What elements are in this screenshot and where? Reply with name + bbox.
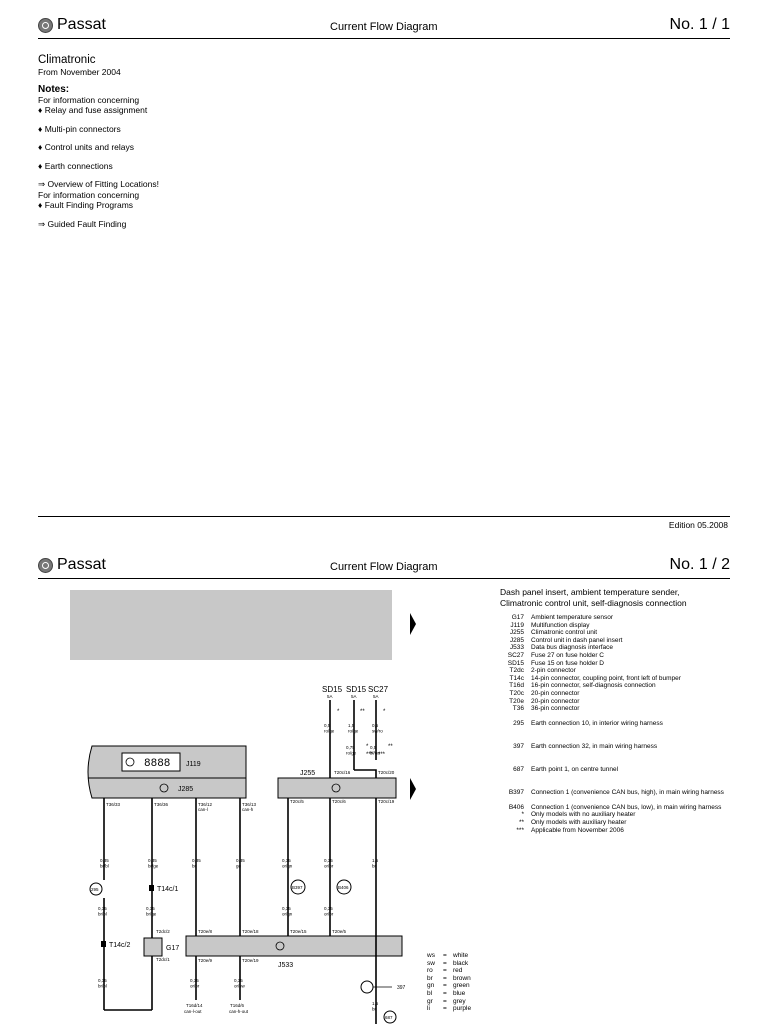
j533-label: J533: [278, 962, 294, 969]
color-code: ro: [427, 967, 433, 975]
pin-label: T20e/18: [242, 929, 259, 934]
pin-label: T20c/16: [334, 770, 351, 775]
wire-label: br/bl: [100, 863, 109, 869]
legend-value: Data bus diagnosis interface: [531, 644, 614, 652]
color-code: bl: [427, 989, 433, 997]
wire-label: 0,35: [282, 858, 291, 863]
wire-label: br/bl: [98, 911, 107, 917]
j119-label: J119: [186, 761, 201, 768]
footnote-marker: ***: [366, 752, 374, 758]
wire-label: br: [372, 1006, 377, 1012]
wire-label: 0,75: [346, 745, 355, 750]
earth-label: 687: [385, 1015, 393, 1020]
wire-label: 0,35: [100, 858, 109, 863]
g17-label: G17: [166, 945, 180, 952]
fuse-label: SD15: [322, 685, 343, 694]
color-name: blue: [453, 989, 466, 997]
wire-label: 1,5: [372, 858, 379, 863]
connector-label: T16d/14: [186, 1003, 203, 1008]
pin-label: T20e/5: [332, 929, 347, 934]
note-line: ♦ Multi-pin connectors: [38, 123, 121, 134]
wire-label: or/br: [324, 911, 334, 917]
legend-key: T20c: [509, 689, 524, 697]
color-equals: =: [443, 974, 447, 982]
legend-value: 36-pin connector: [531, 705, 580, 713]
legend-value: Only models with no auxiliary heater: [531, 811, 636, 819]
legend-value: Connection 1 (convenience CAN bus, high), in main wiring harness: [531, 788, 724, 796]
legend-title-line: Dash panel insert, ambient temperature sender,: [500, 587, 680, 597]
wire-label: 0,35: [98, 978, 107, 983]
legend-value: Earth connection 10, in interior wiring harness: [531, 720, 663, 728]
pin-label: T20c/20: [378, 770, 395, 775]
color-name: white: [453, 952, 469, 959]
note-line: ⇒ Guided Fault Finding: [38, 218, 127, 229]
color-equals: =: [443, 959, 447, 967]
legend-key: J119: [510, 621, 524, 629]
color-name: black: [453, 959, 469, 967]
legend-key: T2dc: [509, 667, 524, 675]
header-title: Current Flow Diagram: [330, 21, 438, 33]
j533-panel: [186, 936, 402, 956]
note-line: ⇒ Overview of Fitting Locations!: [38, 179, 159, 189]
legend-value: Connection 1 (convenience CAN bus, low), in main wiring harness: [531, 803, 722, 811]
display-digits: 8888: [144, 758, 171, 770]
legend-value: Ambient temperature sensor: [531, 614, 614, 621]
wire-label: br: [192, 863, 197, 869]
legend-key: SC27: [507, 651, 524, 659]
g17-pin: T2dc/1: [156, 957, 170, 962]
legend-key: J285: [509, 636, 524, 644]
legend-value: Earth connection 32, in main wiring harness: [531, 743, 658, 751]
legend-value: Applicable from November 2006: [531, 826, 624, 834]
wire-label: sw/ro: [372, 728, 383, 734]
pin-label: T20e/9: [198, 958, 213, 963]
legend-key: T20e: [509, 697, 524, 705]
wire-label: or/gn: [282, 911, 293, 917]
footnote-marker: **: [360, 709, 365, 715]
footnote-marker: *: [383, 709, 386, 715]
legend-title-line: Climatronic control unit, self-diagnosis connection: [500, 598, 687, 608]
pin-label: T20e/8: [198, 929, 213, 934]
wire-label: 0,35: [282, 906, 291, 911]
legend-value: 14-pin connector, coupling point, front left of bumper: [531, 674, 681, 682]
j255-panel: [278, 778, 396, 798]
wire-label: 0,5: [324, 723, 331, 728]
edition: Edition 05.2008: [668, 520, 728, 530]
legend-value: 20-pin connector: [531, 689, 580, 697]
legend-key: 295: [513, 720, 524, 728]
notes-label: Notes:: [38, 83, 70, 95]
legend-value: 2-pin connector: [531, 667, 576, 675]
wire-label: br/ge: [146, 911, 157, 917]
color-equals: =: [443, 997, 447, 1005]
connector-label: T16d/6: [230, 1003, 245, 1008]
legend-key: B397: [508, 788, 524, 796]
legend-key: J255: [509, 629, 524, 637]
color-name: grey: [453, 997, 466, 1005]
footnote-marker: **: [388, 744, 393, 750]
wire-label: ge: [236, 863, 242, 869]
color-code: gn: [427, 982, 435, 990]
color-name: brown: [453, 974, 471, 982]
note-line: ♦ Control units and relays: [38, 142, 134, 152]
legend-value: Climatronic control unit: [531, 629, 598, 637]
wire-label: 0,35: [98, 906, 107, 911]
legend-value: Fuse 15 on fuse holder D: [531, 659, 604, 667]
wire-label: or/br: [324, 863, 334, 869]
color-equals: =: [443, 1005, 447, 1013]
j255-label: J255: [300, 770, 316, 777]
note-line: ♦ Earth connections: [38, 160, 113, 171]
note-line: For information concerning: [38, 94, 140, 105]
earth-label: 295: [91, 887, 99, 892]
earth-397: [361, 981, 373, 993]
legend-key: 687: [513, 765, 524, 773]
pin-label: T36/13: [242, 802, 257, 807]
color-equals: =: [443, 989, 447, 997]
color-equals: =: [443, 982, 447, 990]
note-line: ♦ Relay and fuse assignment: [38, 105, 148, 115]
pin-label: T20c/19: [378, 799, 395, 804]
connector-sub-label: can-l-out: [184, 1009, 202, 1014]
wire-label: bl/ws: [370, 750, 381, 756]
color-name: purple: [453, 1005, 472, 1013]
wire-label: 0,35: [192, 858, 201, 863]
legend-key: T16d: [509, 682, 524, 690]
wire-label: 0,5: [370, 745, 377, 750]
g17-pin: T2dc/2: [156, 929, 170, 934]
wire-label: 0,35: [148, 858, 157, 863]
connection-label: B406: [338, 885, 349, 890]
note-line: For information concerning: [38, 189, 140, 200]
t14c2-label: T14c/2: [109, 942, 131, 949]
color-name: red: [453, 967, 463, 975]
color-name: green: [453, 982, 470, 990]
color-code: gr: [427, 997, 433, 1005]
pin-label: T20e/15: [290, 929, 307, 934]
footnote-marker: *: [366, 744, 369, 750]
legend-key: SD15: [507, 659, 524, 667]
wire-label: 0,35: [236, 858, 245, 863]
pin-label: T20c/5: [290, 799, 304, 804]
connector-sub-label: can-h-out: [229, 1009, 249, 1014]
pin-label: T36/36: [154, 802, 169, 807]
header-title: Current Flow Diagram: [330, 561, 438, 573]
legend-key: ***: [516, 826, 524, 834]
color-code: ws: [427, 952, 435, 959]
color-code: sw: [427, 959, 435, 967]
legend-key: B406: [508, 803, 524, 811]
wire-label: 0,5: [372, 723, 379, 728]
legend-value: Multifunction display: [531, 621, 590, 629]
legend-key: 397: [513, 743, 524, 751]
legend-key: T14c: [509, 674, 524, 682]
pin-label: T36/12: [198, 802, 213, 807]
color-code: br: [427, 974, 433, 982]
fuse-rating: 5A: [373, 694, 379, 699]
wire-label: br/bl: [98, 983, 107, 989]
fuse-rating: 5A: [327, 694, 333, 699]
t14c1-connector: [149, 885, 154, 891]
pin-label: T20c/6: [332, 799, 346, 804]
wire-label: ro/ge: [348, 728, 359, 734]
fuse-rating: 5A: [351, 694, 357, 699]
connection-label: B397: [292, 885, 303, 890]
pin-label: T20e/19: [242, 958, 259, 963]
brand-name: Passat: [57, 16, 106, 33]
wire-label: br/ge: [148, 863, 159, 869]
footnote-marker: ***: [378, 752, 386, 758]
legend-value: Control unit in dash panel insert: [531, 636, 623, 644]
color-equals: =: [443, 952, 447, 959]
wire-label: or/gn: [282, 863, 293, 869]
g17-sensor: [144, 938, 162, 956]
doc-from: From November 2004: [38, 67, 121, 77]
wire-label: 0,35: [190, 978, 199, 983]
wire-label: 1,5: [348, 723, 355, 728]
legend-value: Earth point 1, on centre tunnel: [531, 765, 619, 773]
legend-key: G17: [511, 614, 524, 621]
wire-label: ro/ge: [324, 728, 335, 734]
wire-label: or/br: [190, 983, 200, 989]
wire-label: 0,35: [324, 906, 333, 911]
pin-sub-label: can-h: [242, 807, 254, 812]
legend-key: J533: [509, 644, 524, 652]
brand-name: Passat: [57, 556, 106, 573]
page-number: No. 1 / 2: [669, 556, 730, 573]
legend-key: **: [518, 819, 524, 827]
fuse-label: SC27: [368, 685, 389, 694]
wire-label: 0,35: [324, 858, 333, 863]
pin-label: T36/33: [106, 802, 121, 807]
doc-title: Climatronic: [38, 54, 96, 66]
wire-label: ro/ge: [346, 750, 357, 756]
earth-label: 397: [397, 985, 406, 991]
note-line: ♦ Fault Finding Programs: [38, 200, 134, 210]
wire-label: br: [372, 863, 377, 869]
t14c2-connector: [101, 941, 106, 947]
legend-key: *: [521, 811, 524, 819]
wire-label: 1,5: [372, 1001, 379, 1006]
legend-value: 16-pin connector, self-diagnosis connection: [531, 682, 656, 690]
wire-label: 0,35: [146, 906, 155, 911]
pin-sub-label: can-l: [198, 807, 208, 812]
legend-value: Fuse 27 on fuse holder C: [531, 651, 604, 659]
color-code: li: [427, 1005, 430, 1013]
footnote-marker: *: [337, 709, 340, 715]
legend-key: T36: [512, 705, 524, 713]
j285-label: J285: [178, 786, 194, 793]
page-number: No. 1 / 1: [669, 16, 730, 33]
legend-value: 20-pin connector: [531, 697, 580, 705]
color-equals: =: [443, 967, 447, 975]
wire-label: 0,35: [234, 978, 243, 983]
legend-value: Only models with auxiliary heater: [531, 819, 627, 827]
wire-label: or/sw: [234, 983, 245, 989]
fuse-label: SD15: [346, 685, 367, 694]
t14c1-label: T14c/1: [157, 886, 179, 893]
